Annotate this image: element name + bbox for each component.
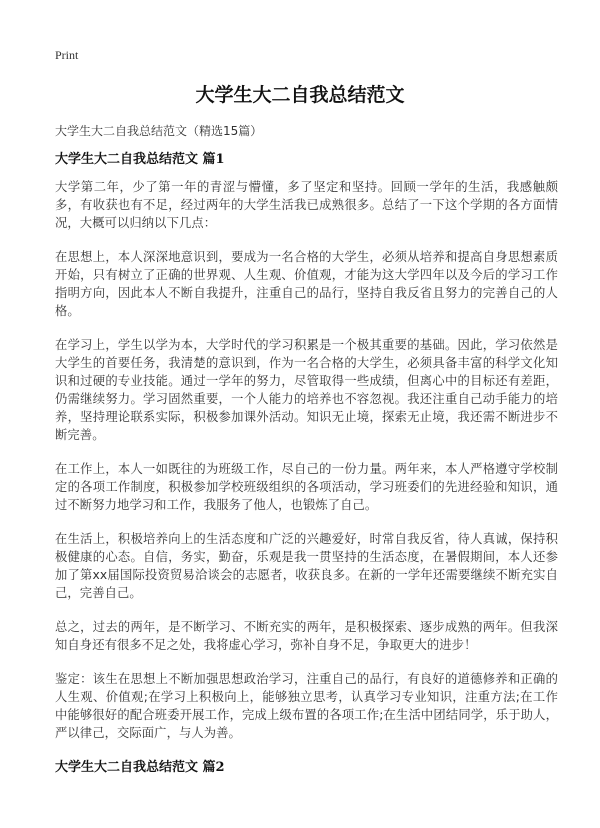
article-content	[55, 150, 558, 786]
paragraph: 在思想上，本人深深地意识到，要成为一名合格的大学生，必须从培养和提高自身思想素质开始，只有树立了正确的世界观、人生观、价值观，才能为这大学四年以及今后的学习工作指明方向，因此本人不断自我提升，注重自己的品行，坚持自我反省且努力的完善自己的人格。	[55, 250, 558, 318]
paragraph: 在学习上，学生以学为本，大学时代的学习积累是一个极其重要的基础。因此，学习依然是大学生的首要任务，我清楚的意识到，作为一名合格的大学生，必须具备丰富的科学文化知识和过硬的专业技能。通过一学年的努力，尽管取得一些成绩，但离心中的目标还有差距，仍需继续努力。学习固然重要，一个人能力的培养也不容忽视。我还注重自己动手能力的培养，坚持理论联系实际，积极参加课外活动。知识无止境，探索无止境，我还需不断进步不断完善。	[55, 338, 558, 442]
section-heading: 大学生大二自我总结范文 篇1	[55, 152, 225, 167]
section-heading: 大学生大二自我总结范文 篇2	[55, 760, 225, 775]
paragraph: 总之，过去的两年，是不断学习、不断充实的两年，是积极探索、逐步成熟的两年。但我深知自身还有很多不足之处，我将虚心学习，弥补自身不足，争取更大的进步！	[55, 620, 558, 652]
paragraph: 鉴定：该生在思想上不断加强思想政治学习，注重自己的品行，有良好的道德修养和正确的人生观、价值观;在学习上积极向上，能够独立思考，认真学习专业知识，注重方法;在工作中能够很好的配合班委开展工作，完成上级布置的各项工作;在生活中团结同学，乐于助人，严以律己，交际面广，与人为善。	[55, 672, 558, 740]
paragraph: 在生活上，积极培养向上的生活态度和广泛的兴趣爱好，时常自我反省，待人真诚，保持积极健康的心态。自信，务实，勤奋，乐观是我一贯坚持的生活态度，在暑假期间，本人还参加了第xx届国际投资贸易洽谈会的志愿者，收获良多。在新的一学年还需要继续不断充实自己，完善自己。	[55, 532, 558, 600]
page-subtitle: 大学生大二自我总结范文（精选15篇）	[55, 124, 263, 138]
section-1	[55, 150, 558, 742]
print-link[interactable]: Print	[55, 48, 79, 62]
paragraph: 在工作上，本人一如既往的为班级工作，尽自己的一份力量。两年来，本人严格遵守学校制定的各项工作制度，积极参加学校班级组织的各项活动，学习班委们的先进经验和知识，通过不断努力地学习和工作，我服务了他人，也锻炼了自己。	[55, 462, 558, 512]
page-title: 大学生大二自我总结范文	[195, 84, 405, 106]
paragraph: 大学第二年，少了第一年的青涩与懵懂，多了坚定和坚持。回顾一学年的生活，我感触颇多，有收获也有不足，经过两年的大学生活我已成熟很多。总结了一下这个学期的各方面情况，大概可以归纳以下几点：	[55, 180, 558, 230]
section-2	[55, 758, 558, 778]
